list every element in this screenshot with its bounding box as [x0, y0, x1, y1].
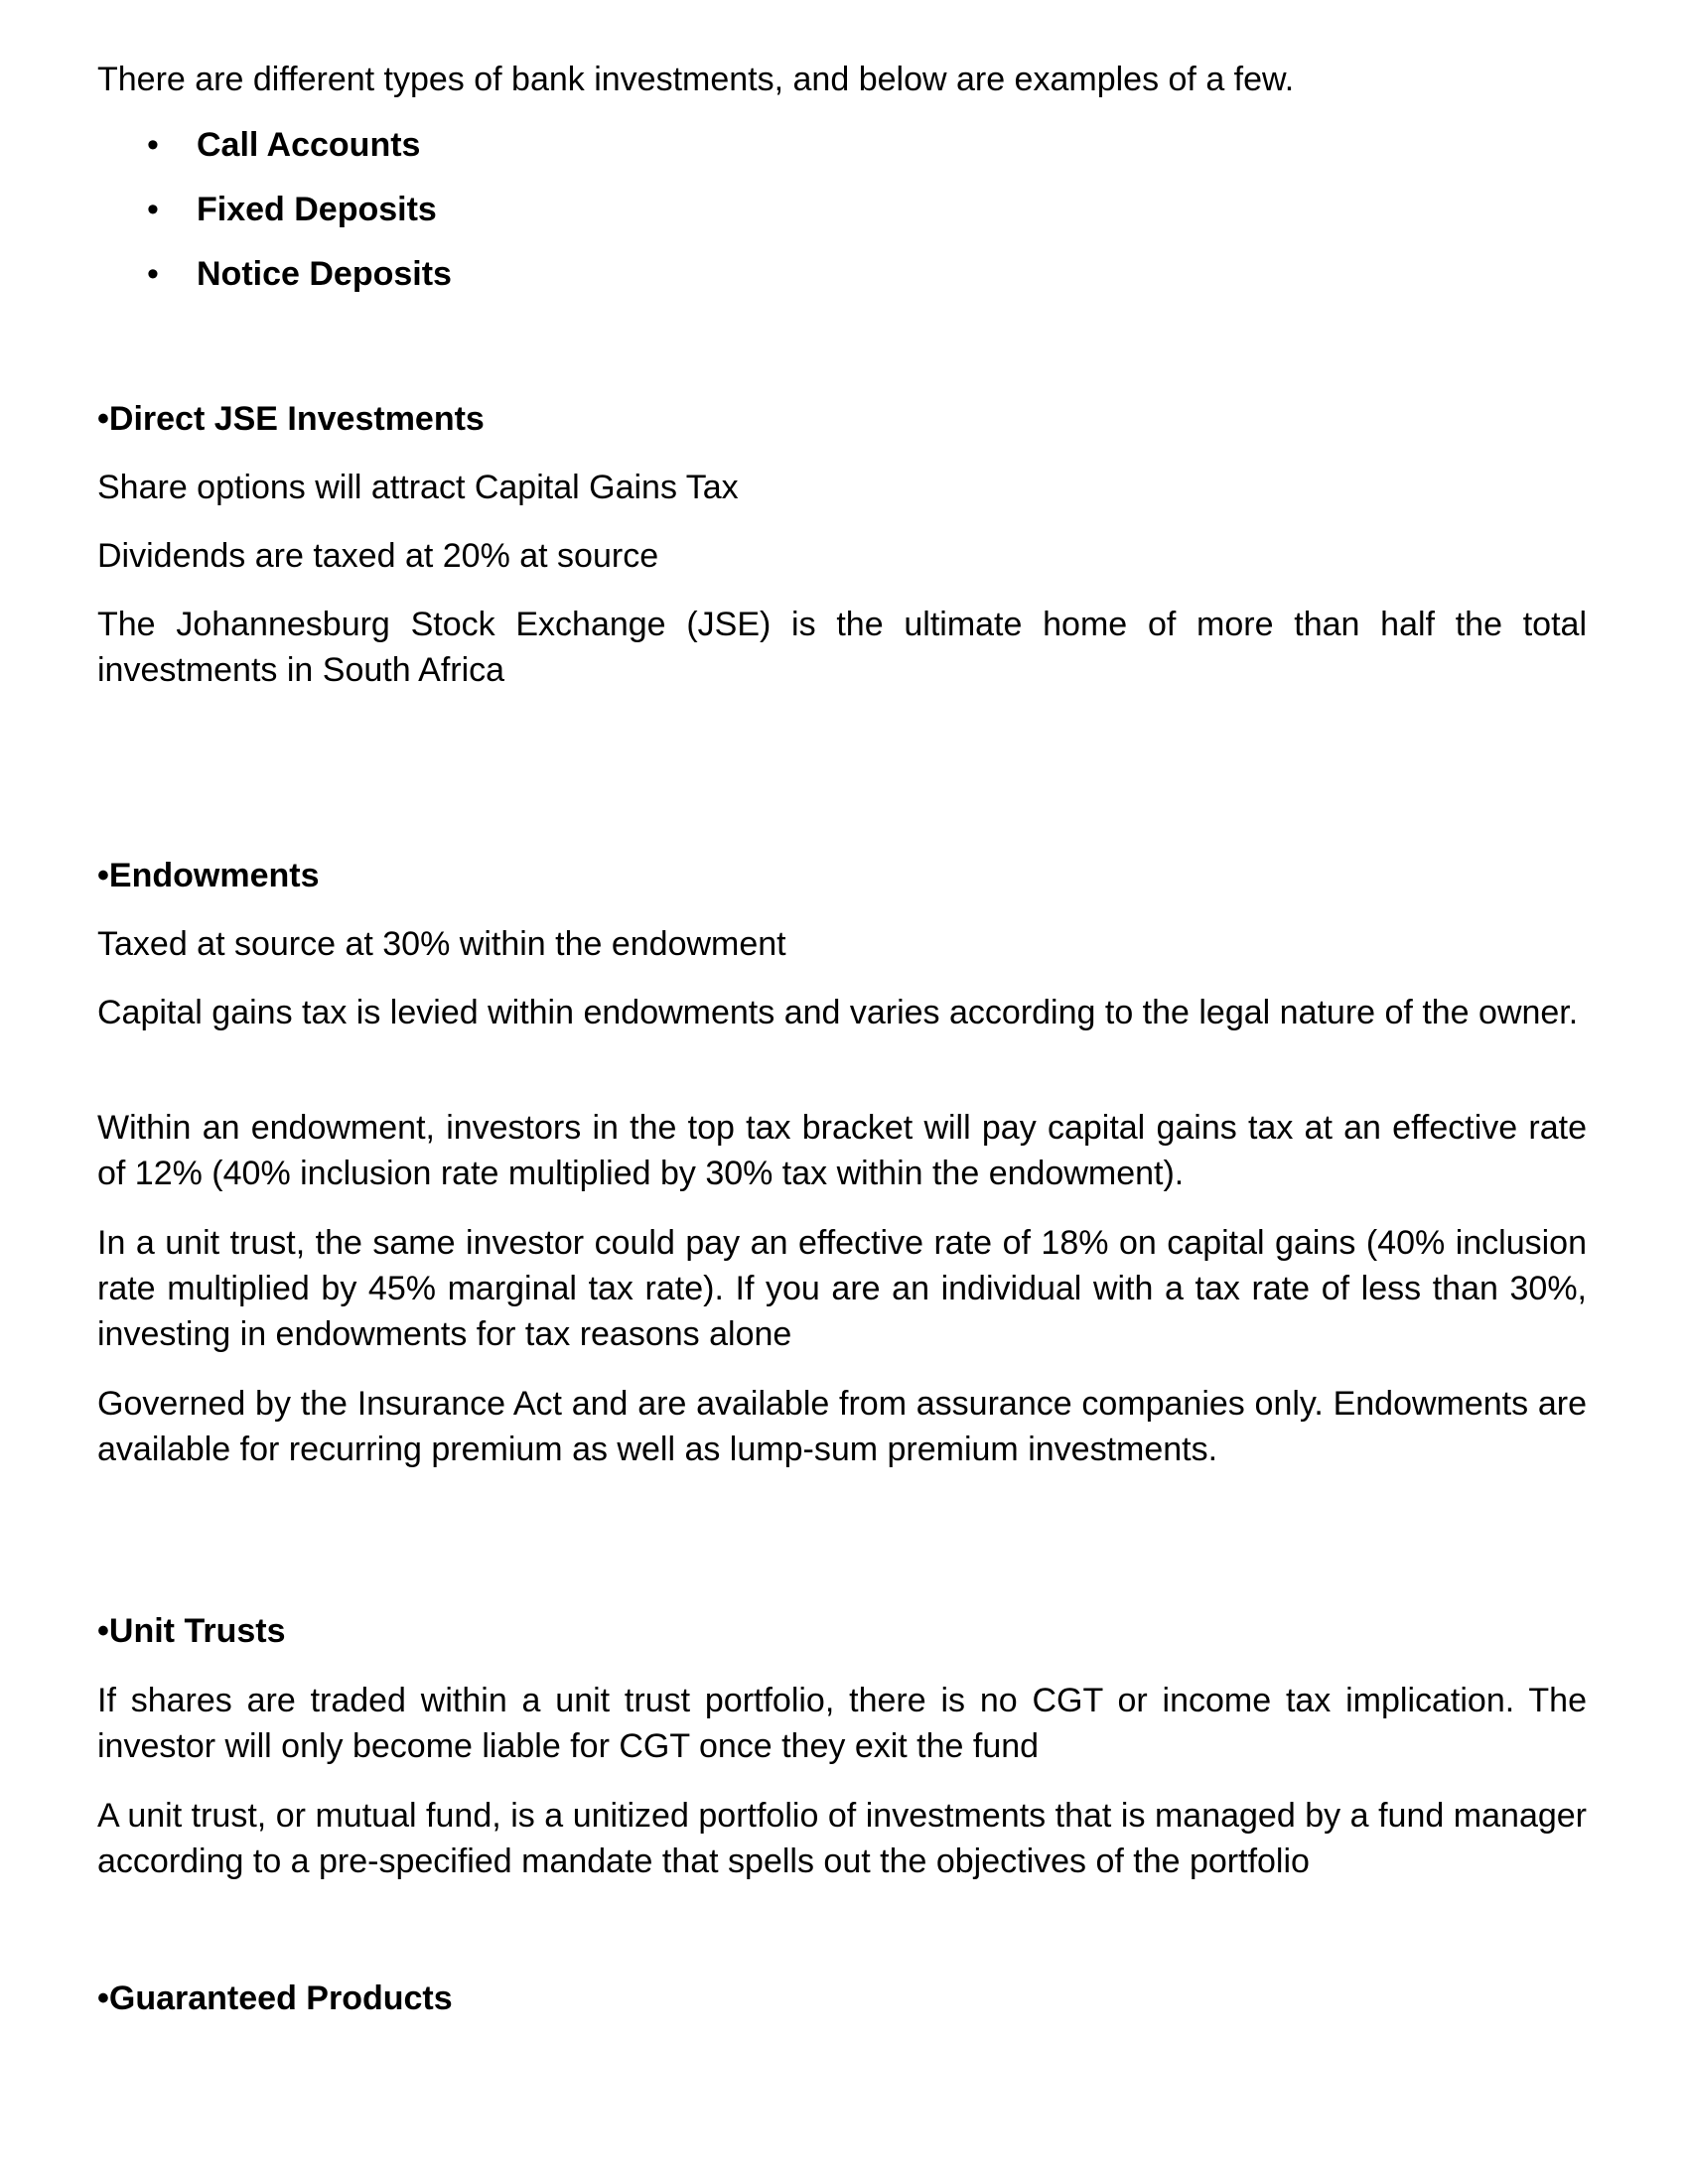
bank-type-item [147, 251, 452, 297]
bank-type-item [147, 187, 437, 232]
bank-type-label: Call Accounts [197, 126, 421, 164]
intro-paragraph: There are different types of bank investments, and below are examples of a few. [97, 61, 1295, 98]
section-heading-direct-jse: •Direct JSE Investments [97, 400, 485, 438]
section-paragraph: A unit trust, or mutual fund, is a unitized portfolio of investments that is managed by a fund manager according to a pre-specified mandate that spells out the objectives of the portfolio [97, 1797, 1587, 1880]
bank-type-label: Notice Deposits [197, 255, 452, 293]
section-paragraph: Governed by the Insurance Act and are available from assurance companies only. Endowments are available for recurring premium as well as lump-sum premium investments. [97, 1385, 1587, 1468]
section-paragraph: If shares are traded within a unit trust portfolio, there is no CGT or income tax implication. The investor will only become liable for CGT once they exit the fund [97, 1682, 1587, 1765]
bullet-icon: • [147, 126, 159, 164]
section-heading-endowments: •Endowments [97, 857, 320, 894]
section-paragraph: The Johannesburg Stock Exchange (JSE) is the ultimate home of more than half the total investments in South Africa [97, 606, 1587, 689]
section-paragraph: Taxed at source at 30% within the endowment [97, 925, 786, 963]
bullet-icon: • [147, 255, 159, 293]
section-paragraph: Within an endowment, investors in the top tax bracket will pay capital gains tax at an effective rate of 12% (40% inclusion rate multiplied by 30% tax within the endowment). [97, 1109, 1587, 1192]
bank-type-item [147, 122, 420, 168]
section-paragraph: Dividends are taxed at 20% at source [97, 537, 659, 575]
section-paragraph: Share options will attract Capital Gains Tax [97, 469, 739, 506]
section-heading-unit-trusts: •Unit Trusts [97, 1612, 286, 1650]
bullet-icon: • [147, 191, 159, 228]
section-heading-guaranteed-products: •Guaranteed Products [97, 1979, 453, 2017]
section-paragraph: Capital gains tax is levied within endowments and varies according to the legal nature of the owner. [97, 994, 1579, 1031]
section-paragraph: In a unit trust, the same investor could pay an effective rate of 18% on capital gains (40% inclusion rate multiplied by 45% marginal tax rate). If you are an individual with a tax rate of less than 30%, investing in endowments for tax reasons alone [97, 1224, 1587, 1353]
bank-type-label: Fixed Deposits [197, 191, 437, 228]
